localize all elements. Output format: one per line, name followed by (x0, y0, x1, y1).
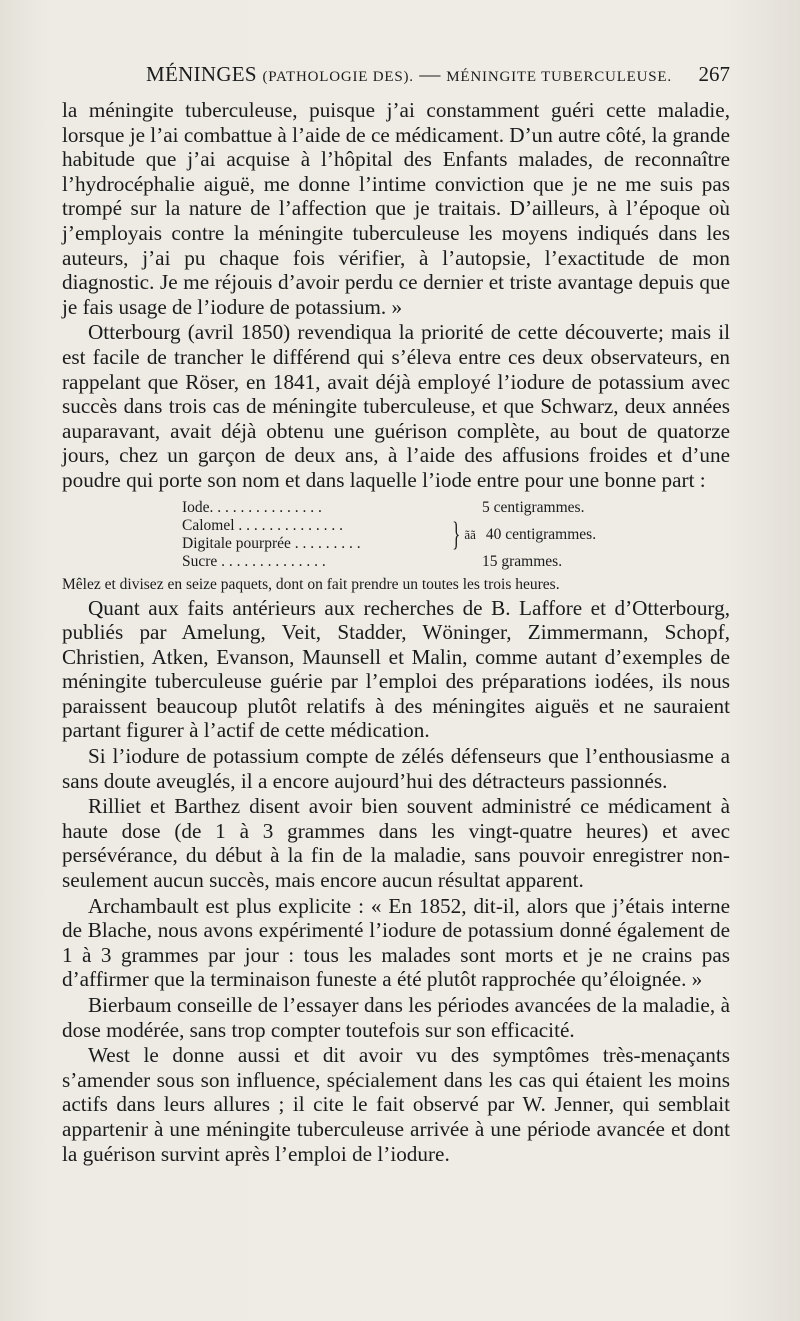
page-number: 267 (698, 62, 730, 86)
ingredient-iode: Iode. . . . . . . . . . . . . . . (182, 498, 322, 516)
recipe-formula (182, 499, 612, 571)
paragraph: Quant aux faits antérieurs aux recherches de B. Laffore et d’Otterbourg, publiés par Amelung, Veit, Stadder, Wöninger, Zimmermann, Schopf, Christien, Atken, Evanson, Maunsell et Malin, comme autant d’exemples de méningite tuberculeuse guérie par l’emploi des préparations iodées, ils nous paraissent beaucoup plutôt relatifs à des méningites aiguës et ne sauraient partant figurer à l’actif de cette médication. (62, 595, 730, 743)
ingredient-sucre: Sucre . . . . . . . . . . . . . . (182, 552, 326, 570)
recipe-row-group (182, 517, 612, 553)
dose-sucre: 15 grammes. (482, 552, 563, 570)
dose-group: 40 centigrammes. (485, 525, 597, 543)
running-title (146, 62, 672, 87)
ingredient-calomel: Calomel . . . . . . . . . . . . . . (182, 516, 344, 534)
paragraph-continuation: la méningite tuberculeuse, puisque j’ai constamment guéri cette maladie, lorsque je l’ai combattue à l’aide de ce médicament. D’un autre côté, la grande habitude que j’ai acquise à l’hôpital des Enfants malades, de reconnaître l’hydrocéphalie aiguë, me donne l’intime conviction que je ne me suis pas trompé sur la nature de l’affection que je traitais. D’ailleurs, à l’époque où j’employais contre la méningite tuberculeuse les moyens indiqués dans les auteurs, j’ai pu chaque fois vérifier, à l’autopsie, l’exactitude de mon diagnostic. Je me réjouis d’avoir perdu ce dernier et triste avantage depuis que je fais usage de l’iodure de potassium. » (62, 98, 730, 319)
recipe-row-iode (182, 499, 612, 517)
dose-iode: 5 centigrammes. (482, 498, 585, 516)
paragraph: West le donne aussi et dit avoir vu des symptômes très-menaçants s’amender sous son influence, spécialement dans les cas qui étaient les moins actifs dans leurs allures ; il cite le fait observé par W. Jenner, qui semblait appartenir à une méningite tuberculeuse arrivée à une période avancée et dont la guérison survint après l’emploi de l’iodure. (62, 1043, 730, 1166)
running-title-sub: (PATHOLOGIE DES). (262, 69, 414, 85)
body-text (62, 98, 730, 1166)
ana-symbol: ãã (464, 526, 476, 542)
recipe-note: Mêlez et divisez en seize paquets, dont on fait prendre un toutes les trois heures. (62, 575, 560, 593)
running-title-section: MÉNINGITE TUBERCULEUSE. (446, 69, 672, 85)
paragraph: Bierbaum conseille de l’essayer dans les périodes avancées de la maladie, à dose modérée, sans trop compter toutefois sur son efficacité. (62, 993, 730, 1042)
running-title-dash: — (419, 62, 441, 86)
recipe-row-sucre (182, 553, 612, 571)
paragraph: Archambault est plus explicite : « En 1852, dit-il, alors que j’étais interne de Blache, nous avons expérimenté l’iodure de potassium donné également de 1 à 3 grammes par jour : tous les malades sont morts et je ne crains pas d’affirmer que la terminaison funeste a été plutôt rapprochée qu’éloignée. » (62, 893, 730, 992)
paragraph: Si l’iodure de potassium compte de zélés défenseurs que l’enthousiasme a sans doute aveuglés, il a encore aujourd’hui des détracteurs passionnés. (62, 744, 730, 793)
paragraph: Rilliet et Barthez disent avoir bien souvent administré ce médicament à haute dose (de 1 à 3 grammes dans les vingt-quatre heures) et avec persévérance, du début à la fin de la maladie, sans pouvoir enregistrer non-seulement aucun succès, mais encore aucun résultat apparent. (62, 794, 730, 893)
ingredient-group (182, 517, 454, 553)
brace-symbol: } (452, 515, 461, 553)
running-header (62, 62, 730, 92)
ingredient-digitale: Digitale pourprée . . . . . . . . . (182, 534, 361, 552)
running-title-main: MÉNINGES (146, 62, 257, 86)
paragraph: Otterbourg (avril 1850) revendiqua la priorité de cette découverte; mais il est facile de trancher le différend qui s’éleva entre ces deux observateurs, en rappelant que Röser, en 1841, avait déjà employé l’iodure de potassium avec succès dans trois cas de méningite tuberculeuse, et que Schwarz, deux années auparavant, avait déjà obtenu une guérison complète, au bout de quatorze jours, chez un garçon de deux ans, à l’aide des affusions froides et d’une poudre qui porte son nom et dans laquelle l’iode entre pour une bonne part : (62, 320, 730, 492)
